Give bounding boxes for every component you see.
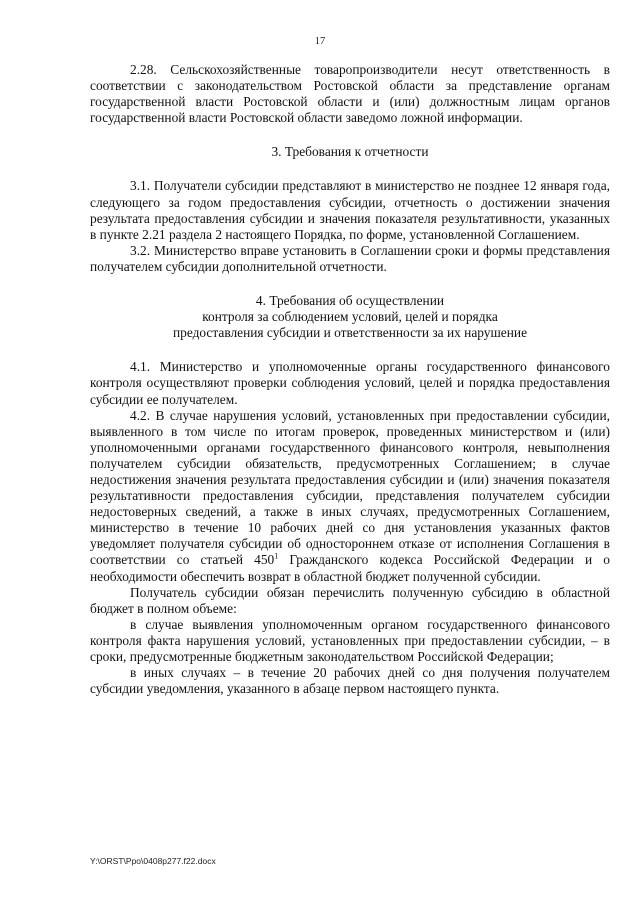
footer-file-path: Y:\ORST\Ppo\0408p277.f22.docx	[90, 856, 216, 866]
paragraph-3-1: 3.1. Получатели субсидии представляют в министерство не позднее 12 января года, следующего за годом предоставления субсидии, отчетность о достижении значения результата предоставления субсидии и значения показателя результативности, указанных в пункте 2.21 раздела 2 настоящего Порядка, по форме, установленной Соглашением.	[90, 178, 610, 242]
paragraph-obligation: Получатель субсидии обязан перечислить полученную субсидию в областной бюджет в полном объеме:	[90, 584, 610, 616]
paragraph-4-1: 4.1. Министерство и уполномоченные органы государственного финансового контроля осуществляют проверки соблюдения условий, целей и порядка предоставления субсидии ее получателем.	[90, 359, 610, 407]
section-4-heading-line3: предоставления субсидии и ответственности за их нарушение	[172, 325, 528, 341]
article-superscript: 1	[274, 551, 279, 561]
paragraph-case-2: в иных случаях – в течение 20 рабочих дней со дня получения получателем субсидии уведомления, указанного в абзаце первом настоящего пункта.	[90, 665, 610, 697]
paragraph-4-2	[90, 408, 610, 585]
paragraph-2-28: 2.28. Сельскохозяйственные товаропроизводители несут ответственность в соответствии с законодательством Ростовской области за представление органам государственной власти Ростовской области и (или) должностным лицам органов государственной власти Ростовской области заведомо ложной информации.	[90, 62, 610, 126]
paragraph-4-2-text-a: 4.2. В случае нарушения условий, установленных при предоставлении субсидии, выявленного в том числе по итогам проверок, проведенных министерством и (или) уполномоченными органами государственного финансового контроля, невыполнения получателем субсидии обязательств, предусмотренных Соглашением; в случае недостижения значения результата предоставления субсидии и (или) значения показателя результативности предоставления субсидии, представления получателем субсидии недостоверных сведений, а также в иных случаях, предусмотренных Соглашением, министерство в течение 10 рабочих дней со дня установления указанных фактов уведомляет получателя субсидии об одностороннем отказе от исполнения Соглашения в соответствии со статьей 450	[90, 407, 610, 568]
section-3-heading: 3. Требования к отчетности	[271, 144, 429, 160]
paragraph-case-1: в случае выявления уполномоченным органом государственного финансового контроля факта нарушения условий, установленных при предоставлении субсидии, – в сроки, предусмотренные бюджетным законодательством Российской Федерации;	[90, 616, 610, 664]
section-4-heading-line2: контроля за соблюдением условий, целей и порядка	[202, 309, 498, 325]
page-number: 17	[314, 36, 326, 47]
paragraph-3-2: 3.2. Министерство вправе установить в Соглашении сроки и формы представления получателем субсидии дополнительной отчетности.	[90, 242, 610, 274]
section-4-heading-line1: 4. Требования об осуществлении	[255, 293, 445, 309]
paragraph-4-2-text-b: Гражданского кодекса Российской Федерации и о необходимости обеспечить возврат в областной бюджет полученной субсидии.	[90, 552, 610, 584]
document-body	[90, 62, 610, 697]
